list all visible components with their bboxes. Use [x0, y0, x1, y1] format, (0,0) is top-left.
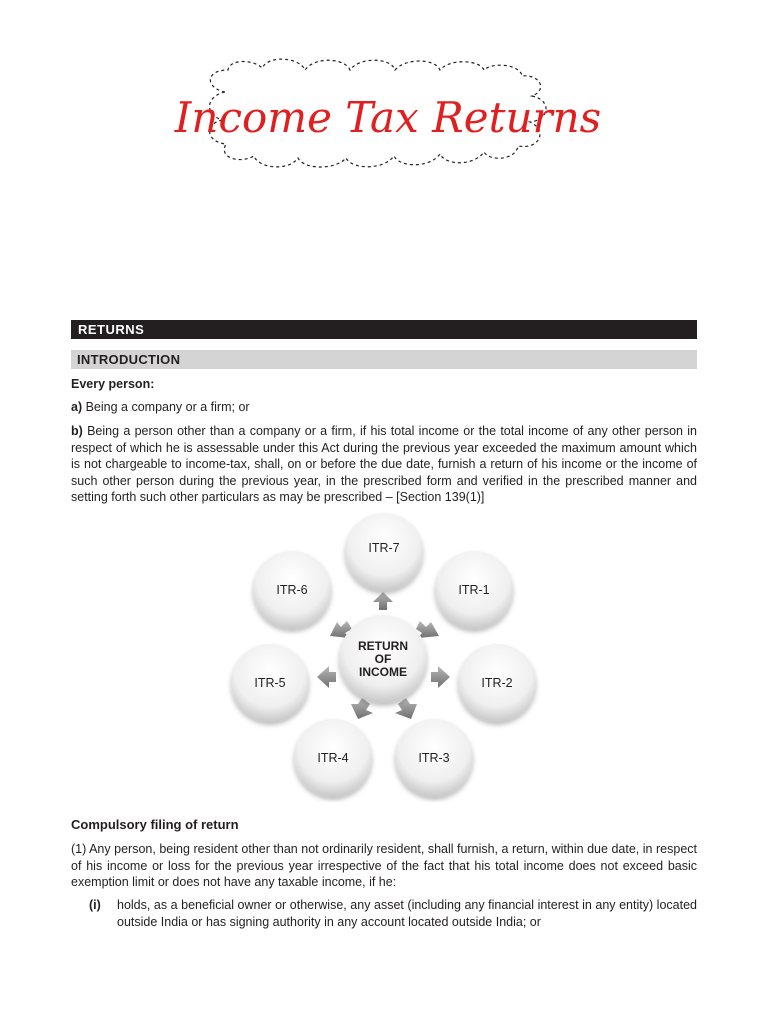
- node-itr7: [345, 513, 423, 591]
- item-a-text: Being a company or a firm; or: [82, 400, 250, 414]
- item-i-text: holds, as a beneficial owner or otherwise, any asset (including any financial interest in any entity) located outside India or has signing authority in any account located outside India; or: [117, 898, 697, 929]
- introduction-section-bar: [71, 350, 697, 369]
- node-return-of-income: [339, 615, 427, 703]
- node-itr6-label: ITR-6: [276, 583, 308, 597]
- arrow-to-itr5: [317, 666, 336, 688]
- introduction-heading: INTRODUCTION: [77, 352, 181, 367]
- node-itr5: [231, 644, 309, 722]
- compulsory-filing-heading: Compulsory filing of return: [71, 817, 239, 832]
- intro-item-b: [71, 423, 697, 506]
- node-itr1: [435, 551, 513, 629]
- node-itr5-label: ITR-5: [254, 676, 286, 690]
- returns-section-bar: [71, 320, 697, 339]
- return-of-income-diagram: [225, 512, 545, 802]
- node-itr3-label: ITR-3: [418, 751, 450, 765]
- node-itr4: [294, 719, 372, 797]
- node-itr4-label: ITR-4: [317, 751, 349, 765]
- node-itr1-label: ITR-1: [458, 583, 490, 597]
- node-itr2: [458, 644, 536, 722]
- every-person-label: Every person:: [71, 377, 155, 391]
- page-title: Income Tax Returns: [174, 93, 602, 142]
- center-line-2: OF: [374, 652, 392, 666]
- center-line-1: RETURN: [358, 639, 408, 653]
- item-i-marker: (i): [89, 898, 101, 912]
- arrow-to-itr7: [373, 592, 393, 610]
- arrow-to-itr4: [351, 698, 373, 719]
- compulsory-filing-paragraph: (1) Any person, being resident other than not ordinarily resident, shall furnish, a return, within due date, in respect of his income or loss for the previous year irrespective of the fact that his total income does not exceed basic exemption limit or does not have any taxable income, if he:: [71, 842, 697, 889]
- title-cloud: [0, 0, 768, 200]
- node-itr7-label: ITR-7: [368, 541, 400, 555]
- arrow-to-itr3: [395, 698, 417, 719]
- arrow-to-itr2: [431, 666, 450, 688]
- node-itr6: [253, 551, 331, 629]
- item-a-marker: a): [71, 400, 83, 414]
- item-b-text: Being a person other than a company or a firm, if his total income or the total income of any other person in respect of which he is assessable under this Act during the previous year exceeded the maximum amount which is not chargeable to income-tax, shall, on or before the due date, furnish a return of his income or the income of such other person during the previous year, in the prescribed form and verified in the prescribed manner and setting forth such other particulars as may be prescribed – [Section 139(1)]: [71, 424, 697, 504]
- node-itr2-label: ITR-2: [481, 676, 513, 690]
- center-line-3: INCOME: [359, 665, 407, 679]
- item-b-marker: b): [71, 424, 83, 438]
- node-itr3: [395, 719, 473, 797]
- intro-item-a: [71, 399, 697, 416]
- compulsory-item-i: [89, 897, 697, 930]
- returns-heading: RETURNS: [78, 322, 145, 337]
